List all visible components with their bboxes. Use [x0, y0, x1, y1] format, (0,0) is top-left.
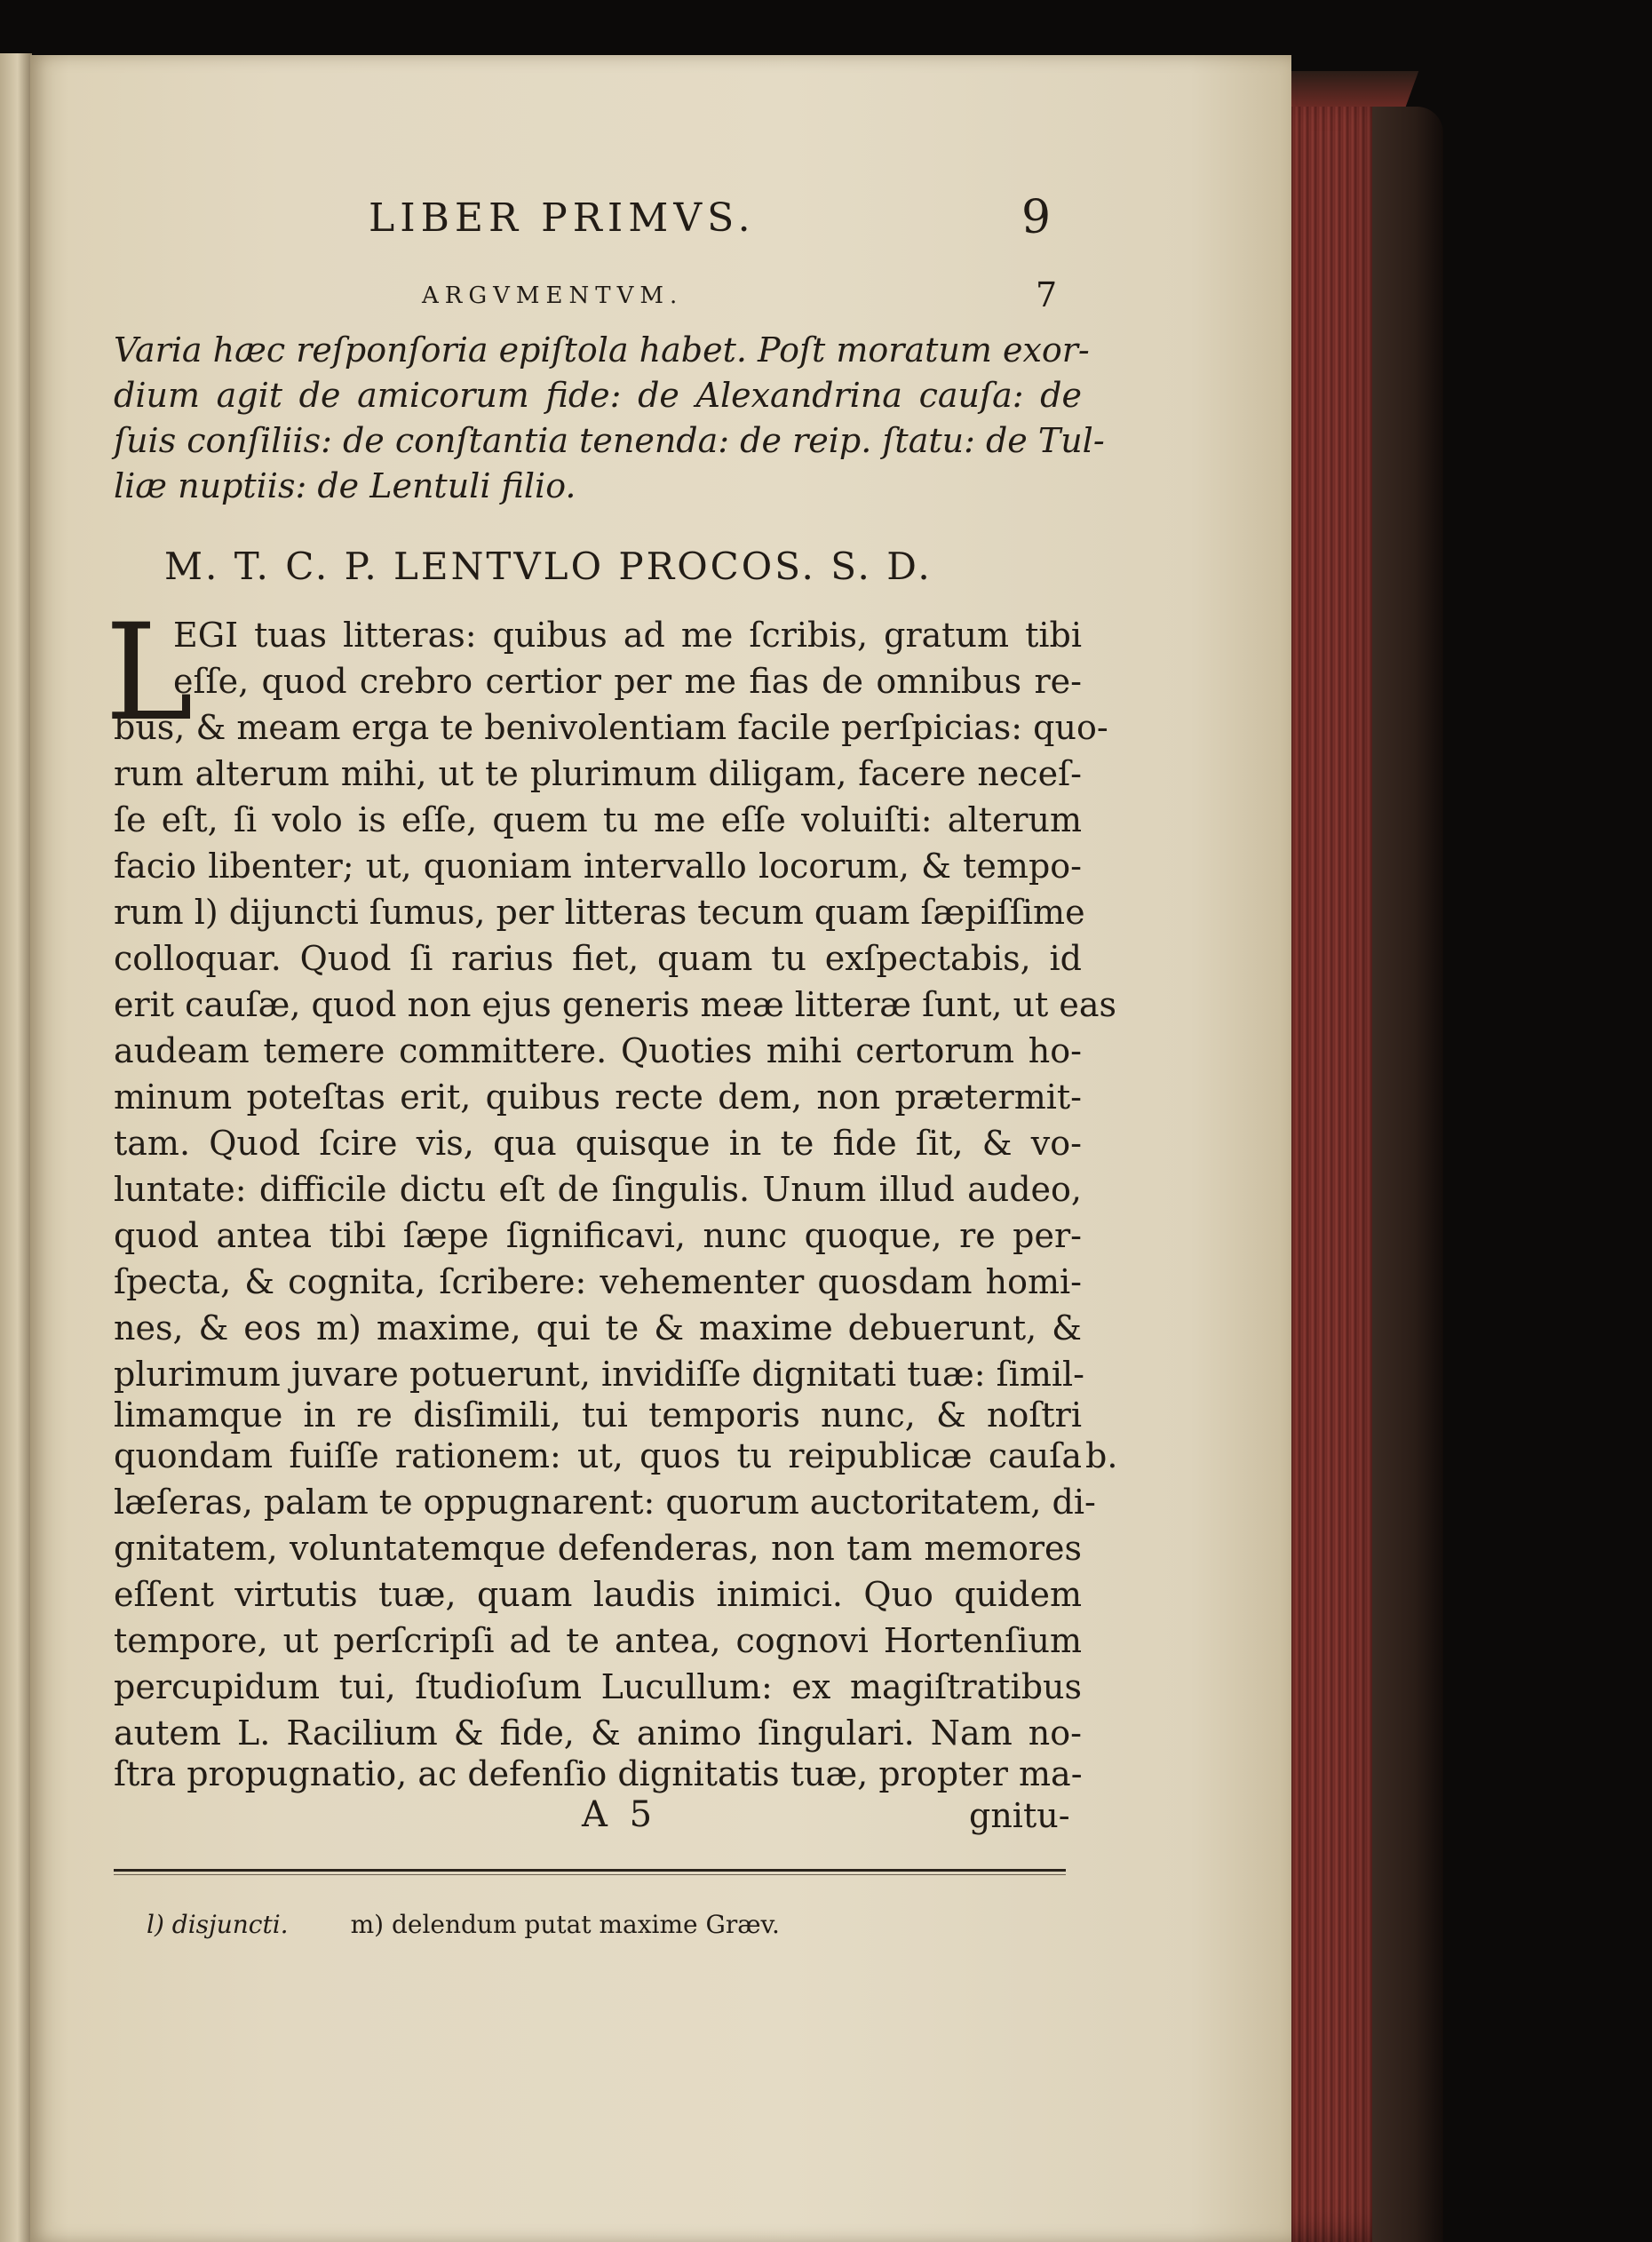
page-number: 9: [1021, 191, 1052, 244]
text-line: eſſent virtutis tuæ, quam laudis inimici. Quo quidem: [114, 1575, 1082, 1614]
argument-line: dium agit de amicorum fide: de Alexandrina cauſa: de: [114, 376, 1082, 415]
text-line: plurimum juvare potuerunt, invidiſſe dignitati tuæ: ſimil-: [114, 1355, 1085, 1394]
text-line: EGI tuas litteras: quibus ad me ſcribis, gratum tibi: [173, 616, 1082, 655]
drop-cap: L: [105, 596, 194, 751]
catchword: gnitu-: [969, 1796, 1070, 1835]
text-line: quod antea tibi ſæpe ſignificavi, nunc quoque, re per-: [114, 1216, 1082, 1255]
text-line: minum poteſtas erit, quibus recte dem, non prætermit-: [114, 1077, 1082, 1117]
text-line: colloquar. Quod ſi rarius fiet, quam tu exſpectabis, id: [114, 939, 1082, 978]
text-line: ſe eſt, ſi volo is eſſe, quem tu me eſſe voluiſti: alterum: [114, 800, 1082, 839]
text-line: ſtra propugnatio, ac defenſio dignitatis tuæ, propter ma-: [114, 1754, 1083, 1793]
footnote-rule: [114, 1869, 1066, 1872]
argument-line: Varia hæc reſponſoria epiſtola habet. Poſt moratum exor-: [114, 330, 1090, 370]
text-line: bus, & meam erga te benivolentiam facile perſpicias: quo-: [114, 708, 1108, 747]
footnotes: [147, 1910, 780, 1939]
footnote-m: m) delendum putat maxime Græv.: [350, 1910, 780, 1939]
text-line: gnitatem, voluntatemque defenderas, non tam memores: [114, 1529, 1082, 1568]
footnote-rule-thin: [114, 1874, 1066, 1875]
text-line: nes, & eos m) maxime, qui te & maxime debuerunt, &: [114, 1308, 1082, 1348]
left-page-edge: [0, 53, 32, 2242]
book-top-edge: [1273, 71, 1419, 107]
text-line: ſpecta, & cognita, ſcribere: vehementer quosdam homi-: [114, 1262, 1082, 1301]
signature-note: 7: [1036, 275, 1058, 314]
text-line: rum alterum mihi, ut te plurimum diligam, facere neceſ-: [114, 754, 1082, 793]
book-cover-edge: [1372, 107, 1443, 2242]
text-line: percupidum tui, ſtudioſum Lucullum: ex magiſtratibus: [114, 1667, 1082, 1706]
margin-note: b.: [1085, 1436, 1118, 1475]
text-line: limamque in re disſimili, tui temporis nunc, & noſtri: [114, 1395, 1082, 1435]
text-line: autem L. Racilium & fide, & animo ſingulari. Nam no-: [114, 1713, 1082, 1753]
argument-line: liæ nuptiis: de Lentuli filio.: [114, 466, 576, 505]
text-line: facio libenter; ut, quoniam intervallo locorum, & tempo-: [114, 847, 1082, 886]
footnote-l: l) disjuncti.: [147, 1910, 289, 1939]
text-line: læſeras, palam te oppugnarent: quorum auctoritatem, di-: [114, 1483, 1096, 1522]
argument-line: ſuis conſiliis: de conſtantia tenenda: de reip. ſtatu: de Tul-: [114, 421, 1105, 460]
argument-heading: ARGVMENTVM.: [422, 282, 684, 309]
text-line: quondam fuiſſe rationem: ut, quos tu reipublicæ cauſa: [114, 1436, 1082, 1475]
running-head: LIBER PRIMVS.: [369, 195, 756, 241]
text-line: audeam temere committere. Quoties mihi certorum ho-: [114, 1031, 1082, 1070]
text-line: eſſe, quod crebro certior per me fias de omnibus re-: [173, 662, 1082, 701]
signature-mark: A 5: [582, 1794, 658, 1835]
text-line: tempore, ut perſcripſi ad te antea, cognovi Hortenſium: [114, 1621, 1082, 1660]
text-line: erit cauſæ, quod non ejus generis meæ litteræ ſunt, ut eas: [114, 985, 1117, 1024]
salutation: M. T. C. P. LENTVLO PROCOS. S. D.: [164, 545, 933, 588]
text-line: tam. Quod ſcire vis, qua quisque in te fide ſit, & vo-: [114, 1124, 1082, 1163]
text-line: rum l) dijuncti ſumus, per litteras tecum quam ſæpiſſime: [114, 893, 1085, 932]
text-line: luntate: difficile dictu eſt de ſingulis. Unum illud audeo,: [114, 1170, 1082, 1209]
